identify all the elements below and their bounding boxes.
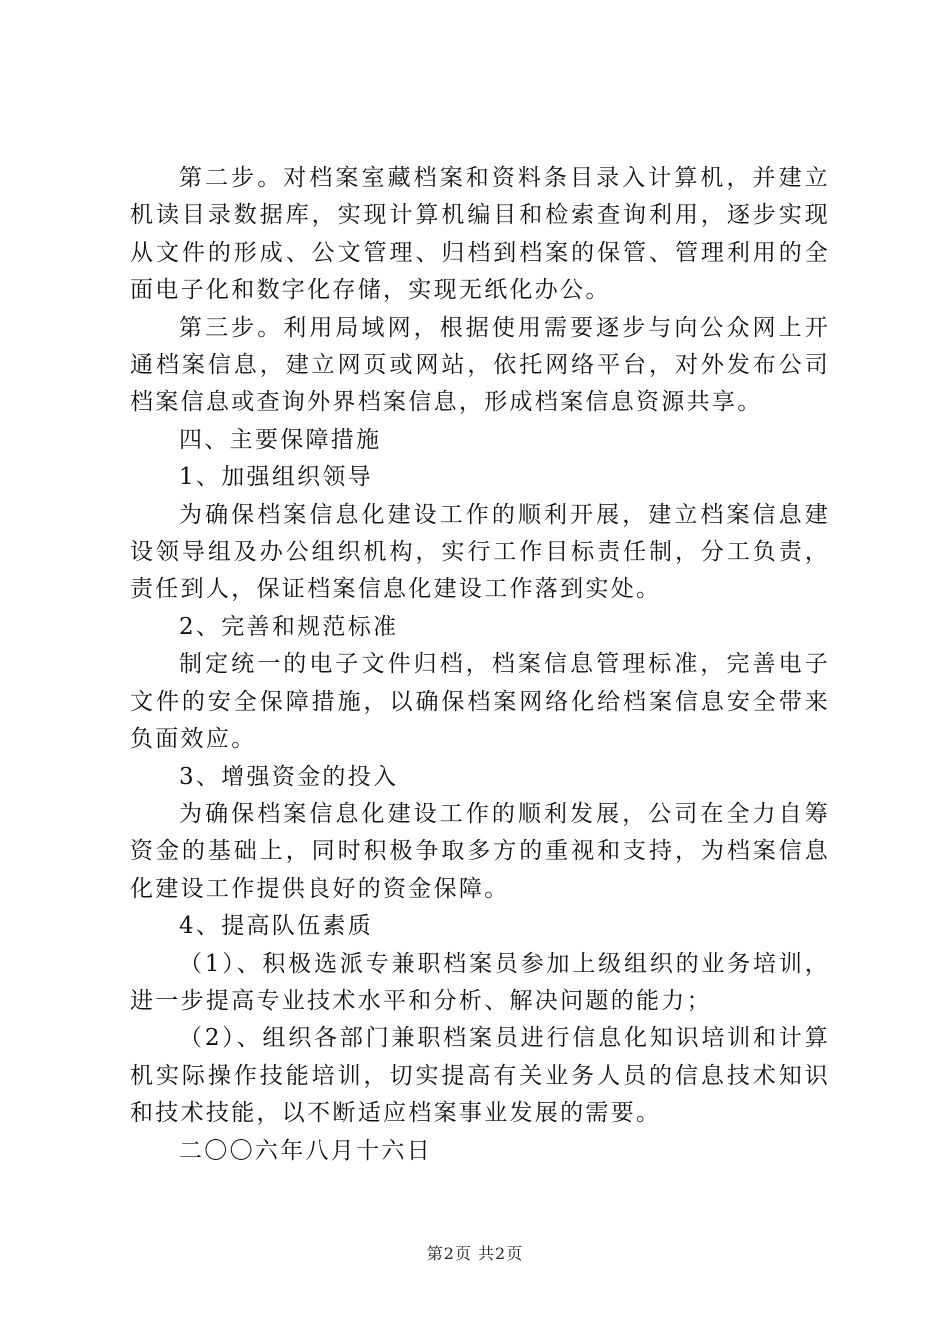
paragraph-organization: 为确保档案信息化建设工作的顺利开展，建立档案信息建设领导组及办公组织机构，实行工作目标责任制，分工负责，责任到人，保证档案信息化建设工作落到实处。 [130,501,830,603]
document-body [130,160,830,1170]
paragraph-staff-item-2: （2）、组织各部门兼职档案员进行信息化知识培训和计算机实际操作技能培训，切实提高有关业务人员的信息技术知识和技术技能，以不断适应档案事业发展的需要。 [130,1025,830,1127]
paragraph-step-three: 第三步。利用局域网，根据使用需要逐步与向公众网上开通档案信息，建立网页或网站，依托网络平台，对外发布公司档案信息或查询外界档案信息，形成档案信息资源共享。 [130,314,830,416]
page-number-footer: 第2页 共2页 [426,1244,524,1263]
paragraph-step-two: 第二步。对档案室藏档案和资料条目录入计算机，并建立机读目录数据库，实现计算机编目和检索查询利用，逐步实现从文件的形成、公文管理、归档到档案的保管、管理利用的全面电子化和数字化存储，实现无纸化办公。 [130,165,830,304]
paragraph-funding: 为确保档案信息化建设工作的顺利发展，公司在全力自筹资金的基础上，同时积极争取多方的重视和支持，为档案信息化建设工作提供良好的资金保障。 [130,800,830,902]
subheading-funding: 3、增强资金的投入 [179,763,399,790]
paragraph-standards: 制定统一的电子文件归档，档案信息管理标准，完善电子文件的安全保障措施，以确保档案网络化给档案信息安全带来负面效应。 [130,651,830,753]
subheading-standards: 2、完善和规范标准 [179,613,399,640]
subheading-organization: 1、加强组织领导 [179,464,374,491]
paragraph-staff-item-1: （1）、积极选派专兼职档案员参加上级组织的业务培训，进一步提高专业技术水平和分析、解决问题的能力； [130,950,830,1014]
document-date: 二〇〇六年八月十六日 [179,1137,432,1164]
subheading-staff: 4、提高队伍素质 [179,913,374,940]
section-heading-safeguards: 四、主要保障措施 [179,426,382,453]
